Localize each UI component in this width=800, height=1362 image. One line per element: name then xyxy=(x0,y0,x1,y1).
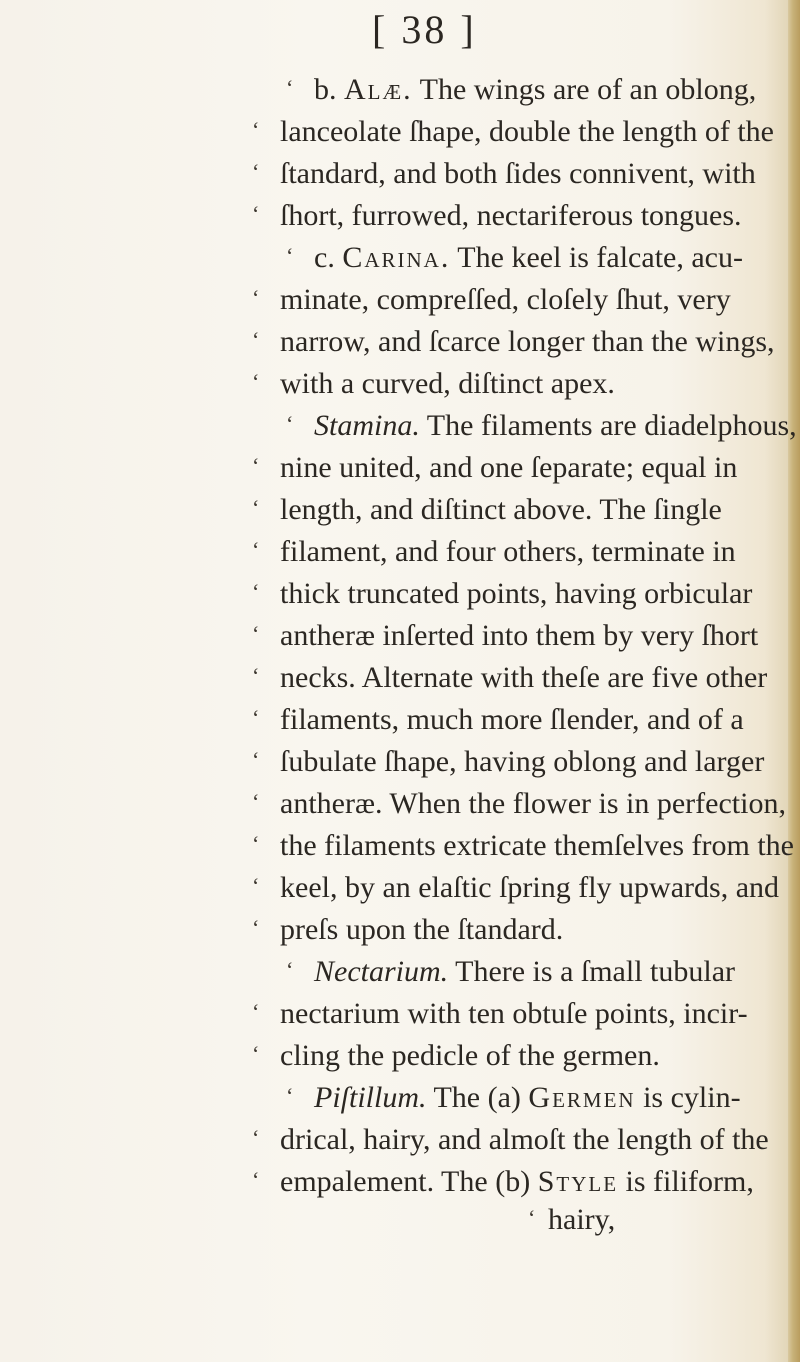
quote-mark: ‘ xyxy=(286,1083,294,1108)
line-text: the filaments extricate themſelves from the xyxy=(280,829,794,862)
quote-mark: ‘ xyxy=(252,873,260,898)
section-term: Nectarium. xyxy=(314,955,449,988)
quote-mark: ‘ xyxy=(252,999,260,1024)
section-term: Piſtillum. xyxy=(314,1081,427,1114)
quote-mark: ‘ xyxy=(252,663,260,688)
quote-mark: ‘ xyxy=(252,705,260,730)
line-text: keel, by an elaſtic ſpring fly upwards, and xyxy=(280,871,780,904)
quote-mark: ‘ xyxy=(252,789,260,814)
line-text: The (a) xyxy=(426,1081,529,1114)
line-text: is cylin- xyxy=(635,1081,741,1114)
quote-mark: ‘ xyxy=(252,159,260,184)
line-text: There is a ſmall tubular xyxy=(448,955,736,988)
line-text: The wings are of an oblong, xyxy=(412,73,757,106)
line-text: drical, hairy, and almoſt the length of the xyxy=(280,1123,769,1156)
section-term: Germen xyxy=(528,1081,636,1114)
quote-mark: ‘ xyxy=(286,75,294,100)
line-text: necks. Alternate with theſe are five other xyxy=(280,661,768,694)
quote-mark: ‘ xyxy=(286,411,294,436)
quote-mark: ‘ xyxy=(252,579,260,604)
line-text: narrow, and ſcarce longer than the wings, xyxy=(280,325,775,358)
quote-mark: ‘ xyxy=(252,537,260,562)
line-text: thick truncated points, having orbicular xyxy=(280,577,753,610)
quote-mark: ‘ xyxy=(252,915,260,940)
line-text: filament, and four others, terminate in xyxy=(280,535,736,568)
section-term: Alæ. xyxy=(344,73,413,106)
quote-mark: ‘ xyxy=(252,747,260,772)
line-text: length, and diſtinct above. The ſingle xyxy=(280,493,722,526)
line-text: empalement. The (b) xyxy=(280,1165,538,1198)
quote-mark: ‘ xyxy=(252,453,260,478)
line-text: is filiform, xyxy=(618,1165,754,1198)
quote-mark: ‘ xyxy=(252,117,260,142)
line-text: nine united, and one ſeparate; equal in xyxy=(280,451,738,484)
quote-mark: ‘ xyxy=(252,201,260,226)
page-edge xyxy=(788,0,800,1362)
quote-mark: ‘ xyxy=(528,1205,536,1230)
line-text: ſhort, furrowed, nectariferous tongues. xyxy=(280,199,742,232)
quote-mark: ‘ xyxy=(252,369,260,394)
line-text: The filaments are diadelphous, xyxy=(419,409,797,442)
section-term: Style xyxy=(537,1165,619,1198)
line-text: The keel is falcate, acu- xyxy=(450,241,743,274)
section-label: b. xyxy=(314,73,344,106)
line-text: with a curved, diſtinct apex. xyxy=(280,367,615,400)
line-text: lanceolate ſhape, double the length of the xyxy=(280,115,774,148)
line-text: preſs upon the ſtandard. xyxy=(280,913,564,946)
catchword: hairy, xyxy=(548,1203,616,1236)
quote-mark: ‘ xyxy=(252,621,260,646)
line-text: cling the pedicle of the germen. xyxy=(280,1039,660,1072)
quote-mark: ‘ xyxy=(252,1125,260,1150)
quote-mark: ‘ xyxy=(252,1167,260,1192)
quote-mark: ‘ xyxy=(252,327,260,352)
line-text: antheræ. When the flower is in perfection, xyxy=(280,787,786,820)
quote-mark: ‘ xyxy=(286,243,294,268)
line-text: filaments, much more ſlender, and of a xyxy=(280,703,744,736)
page-number: [ 38 ] xyxy=(372,7,477,52)
quote-mark: ‘ xyxy=(252,495,260,520)
quote-mark: ‘ xyxy=(286,957,294,982)
line-text: ſubulate ſhape, having oblong and larger xyxy=(280,745,765,778)
quote-mark: ‘ xyxy=(252,285,260,310)
line-text: minate, compreſſed, cloſely ſhut, very xyxy=(280,283,731,316)
section-label: c. xyxy=(314,241,343,274)
line-text: antheræ inſerted into them by very ſhort xyxy=(280,619,759,652)
line-text: nectarium with ten obtuſe points, incir- xyxy=(280,997,748,1030)
section-term: Stamina. xyxy=(314,409,420,442)
quote-mark: ‘ xyxy=(252,1041,260,1066)
section-term: Carina. xyxy=(342,241,451,274)
quote-mark: ‘ xyxy=(252,831,260,856)
line-text: ſtandard, and both ſides connivent, with xyxy=(280,157,756,190)
